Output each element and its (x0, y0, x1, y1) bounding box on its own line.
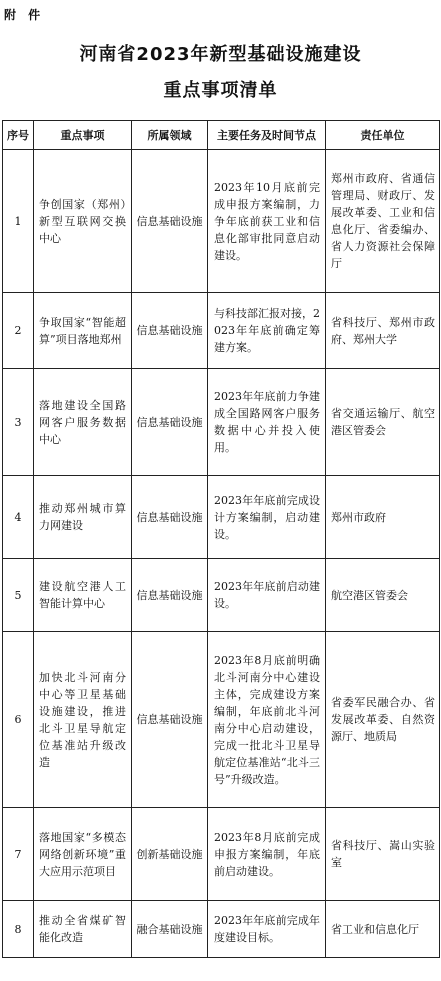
row-index: 5 (3, 559, 34, 632)
row-item: 加快北斗河南分中心等卫星基础设施建设，推进北斗卫星导航定位基准站升级改造 (34, 632, 132, 808)
row-item: 落地建设全国路网客户服务数据中心 (34, 369, 132, 476)
row-field: 创新基础设施 (132, 808, 208, 901)
table-row (3, 369, 440, 476)
table-row (3, 150, 440, 293)
row-item: 争取国家“智能超算”项目落地郑州 (34, 293, 132, 369)
header-item: 重点事项 (34, 121, 132, 150)
row-unit: 航空港区管委会 (326, 559, 440, 632)
row-field: 信息基础设施 (132, 150, 208, 293)
row-item: 推动郑州城市算力网建设 (34, 476, 132, 559)
table-row (3, 293, 440, 369)
row-unit: 省委军民融合办、省发展改革委、自然资源厅、地质局 (326, 632, 440, 808)
row-index: 3 (3, 369, 34, 476)
row-unit: 省科技厅、郑州市政府、郑州大学 (326, 293, 440, 369)
row-unit: 省交通运输厅、航空港区管委会 (326, 369, 440, 476)
row-field: 信息基础设施 (132, 632, 208, 808)
row-task: 2023年8月底前完成申报方案编制，年底前启动建设。 (208, 808, 326, 901)
row-index: 1 (3, 150, 34, 293)
row-unit: 省科技厅、嵩山实验室 (326, 808, 440, 901)
table-header-row (3, 121, 440, 150)
header-unit: 责任单位 (326, 121, 440, 150)
row-item: 建设航空港人工智能计算中心 (34, 559, 132, 632)
row-item: 争创国家（郑州）新型互联网交换中心 (34, 150, 132, 293)
row-field: 信息基础设施 (132, 476, 208, 559)
row-field: 信息基础设施 (132, 559, 208, 632)
row-task: 2023年年底前完成年度建设目标。 (208, 901, 326, 958)
key-items-table (2, 120, 440, 958)
row-unit: 郑州市政府、省通信管理局、财政厅、发展改革委、工业和信息化厅、省委编办、省人力资源社会保障厅 (326, 150, 440, 293)
row-index: 7 (3, 808, 34, 901)
row-index: 8 (3, 901, 34, 958)
row-task: 2023年年底前启动建设。 (208, 559, 326, 632)
table-row (3, 901, 440, 958)
row-item: 推动全省煤矿智能化改造 (34, 901, 132, 958)
row-task: 2023年年底前力争建成全国路网客户服务数据中心并投入使用。 (208, 369, 326, 476)
row-item: 落地国家“多模态网络创新环境”重大应用示范项目 (34, 808, 132, 901)
row-index: 4 (3, 476, 34, 559)
header-index: 序号 (3, 121, 34, 150)
row-field: 信息基础设施 (132, 293, 208, 369)
header-field: 所属领域 (132, 121, 208, 150)
row-field: 融合基础设施 (132, 901, 208, 958)
table-row (3, 808, 440, 901)
row-unit: 郑州市政府 (326, 476, 440, 559)
table-row (3, 632, 440, 808)
table-row (3, 559, 440, 632)
row-task: 2023年10月底前完成申报方案编制，力争年底前获工业和信息化部审批同意启动建设。 (208, 150, 326, 293)
document-title: 河南省2023年新型基础设施建设 (79, 44, 362, 65)
attachment-label: 附 件 (4, 8, 45, 22)
row-task: 2023年8月底前明确北斗河南分中心建设主体，完成建设方案编制，年底前北斗河南分中心启动建设，完成一批北斗卫星导航定位基准站“北斗三号”升级改造。 (208, 632, 326, 808)
row-unit: 省工业和信息化厅 (326, 901, 440, 958)
row-field: 信息基础设施 (132, 369, 208, 476)
row-index: 6 (3, 632, 34, 808)
row-task: 2023年年底前完成设计方案编制，启动建设。 (208, 476, 326, 559)
row-index: 2 (3, 293, 34, 369)
header-task: 主要任务及时间节点 (208, 121, 326, 150)
table-row (3, 476, 440, 559)
document-subtitle: 重点事项清单 (163, 80, 278, 101)
row-task: 与科技部汇报对接，2023年年底前确定筹建方案。 (208, 293, 326, 369)
